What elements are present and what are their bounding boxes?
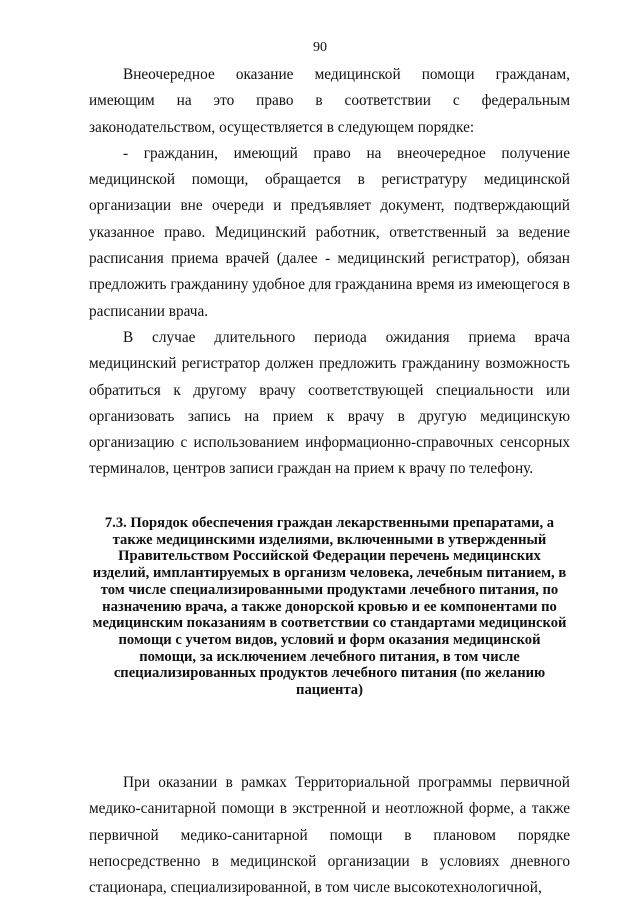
paragraph-citizen-right-list-item: - гражданин, имеющий право на внеочередное получение медицинской помощи, обращается в регистратуру медицинской организации вне очереди и предъявляет документ, подтверждающий указанное право. Медицинский работник, ответственный за ведение расписания приема врачей (далее - медицинский регистратор), обязан предложить гражданину удобное для гражданина время из имеющегося в расписании врача. xyxy=(89,144,570,320)
body-text-bottom xyxy=(89,770,570,901)
paragraph-long-wait: В случае длительного периода ожидания приема врача медицинский регистратор должен предложить гражданину возможность обратиться к другому врачу соответствующей специальности или организовать запись на прием к врачу в другую медицинскую организацию с использованием информационно-справочных сенсорных терминалов, центров записи граждан на прием к врачу по телефону. xyxy=(89,328,570,478)
body-text-top xyxy=(89,62,570,483)
page-number: 90 xyxy=(313,40,327,55)
paragraph-territorial-program: При оказании в рамках Территориальной программы первичной медико-санитарной помощи в экстренной и неотложной форме, а также первичной медико-санитарной помощи в плановом порядке непосредственно в медицинской организации в условиях дневного стационара, специализированной, в том числе высокотехнологичной, xyxy=(89,774,570,897)
section-heading-7-3: 7.3. Порядок обеспечения граждан лекарственными препаратами, а также медицинскими изделиями, включенными в утвержденный Правительством Российской Федерации перечень медицинских изделий, имплантируемых в организм человека, лечебным питанием, в том числе специализированными продуктами лечебного питания, по назначению врача, а также донорской кровью и ее компонентами по медицинским показаниям в соответствии со стандартами медицинской помощи с учетом видов, условий и форм оказания медицинской помощи, за исключением лечебного питания, в том числе специализированных продуктов лечебного питания (по желанию пациента) xyxy=(92,515,567,699)
paragraph-extraordinary-care: Внеочередное оказание медицинской помощи гражданам, имеющим на это право в соответствии с федеральным законодательством, осуществляется в следующем порядке: xyxy=(89,66,570,136)
